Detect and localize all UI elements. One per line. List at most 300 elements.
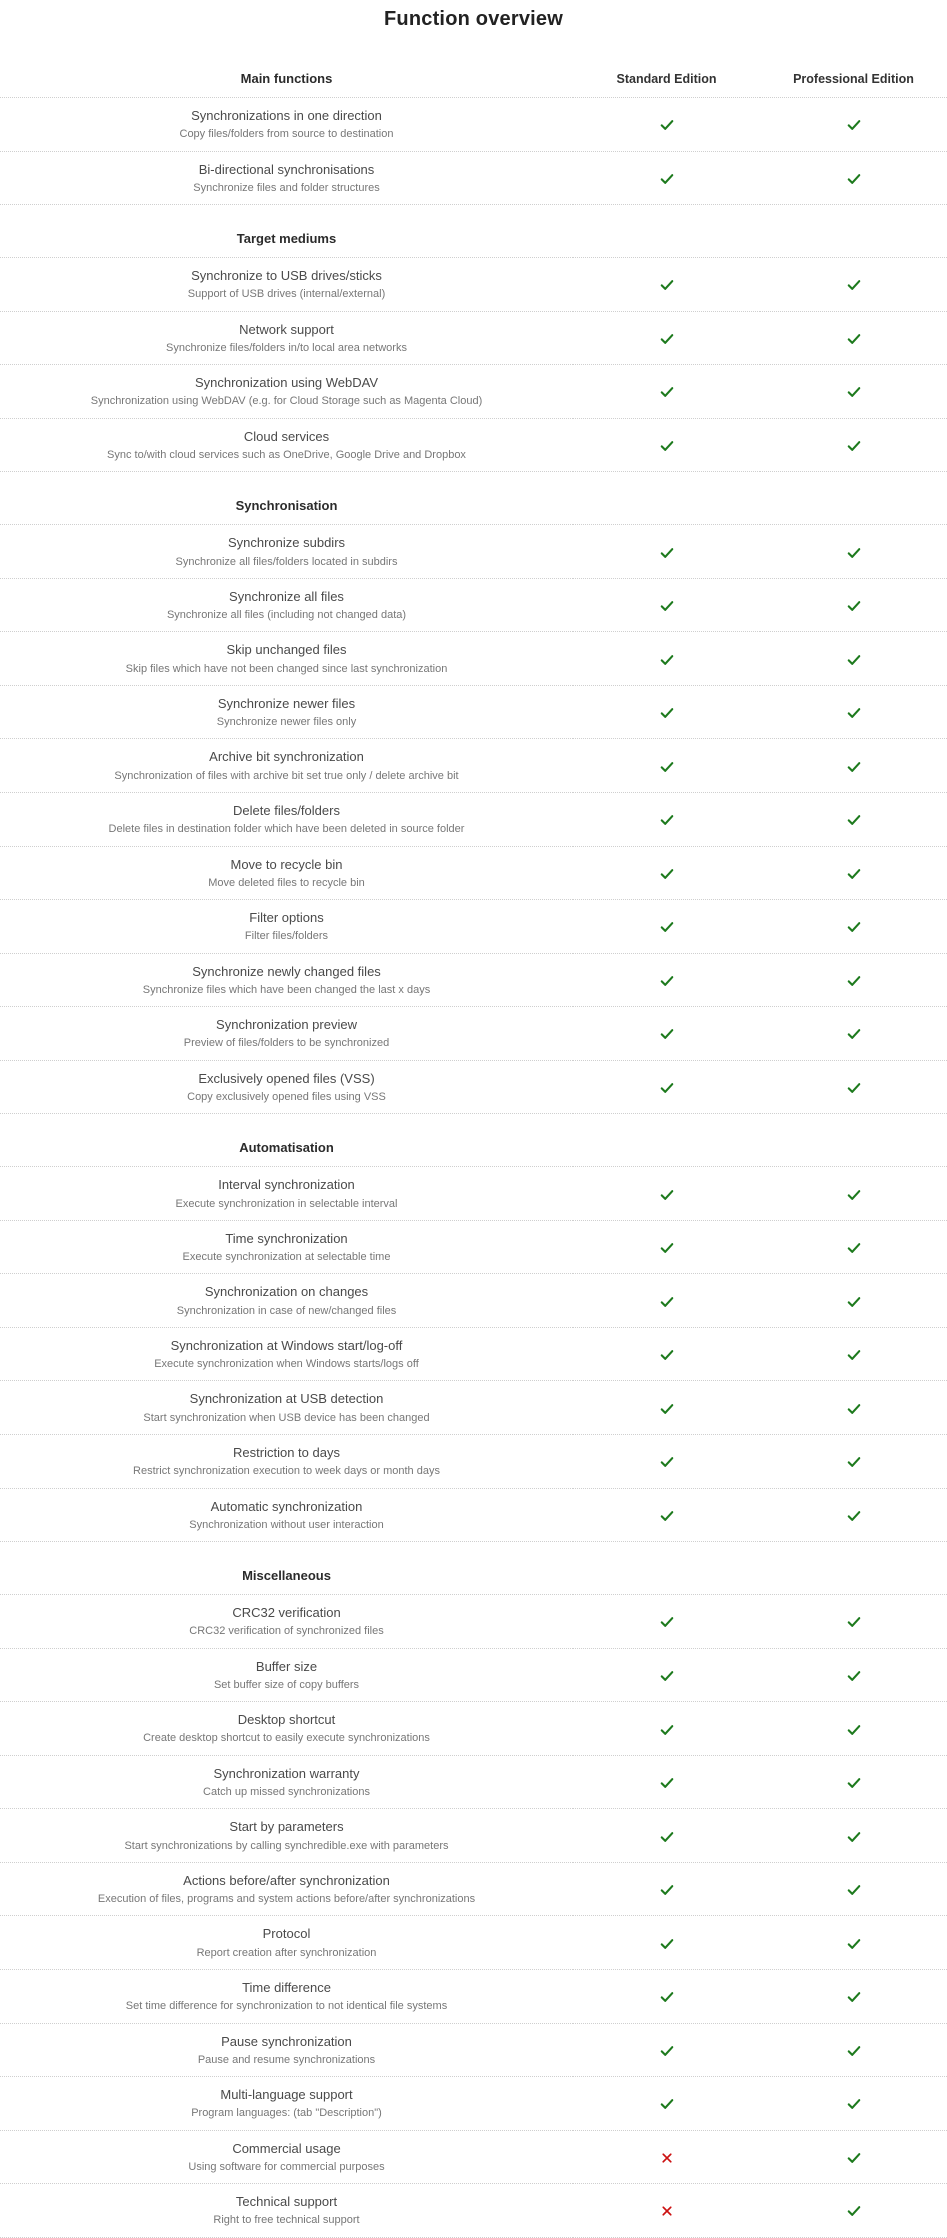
check-icon xyxy=(573,598,760,613)
feature-description: Execute synchronization in selectable interval xyxy=(175,1197,398,1210)
feature-title: Interval synchronization xyxy=(218,1177,355,1193)
check-icon xyxy=(760,1240,947,1255)
check-icon xyxy=(760,598,947,613)
feature-cell xyxy=(0,1595,573,1649)
professional-edition-cell xyxy=(760,1702,947,1756)
feature-title: Multi-language support xyxy=(220,2087,353,2103)
section-heading-row xyxy=(0,1542,947,1595)
professional-edition-cell xyxy=(760,2077,947,2131)
feature-description: Synchronize newer files only xyxy=(216,716,357,729)
feature-title: Cloud services xyxy=(243,428,330,444)
standard-edition-cell xyxy=(573,2130,760,2184)
table-row xyxy=(0,2023,947,2077)
feature-title: Synchronization using WebDAV xyxy=(194,375,379,391)
check-icon xyxy=(573,331,760,346)
check-icon xyxy=(573,117,760,132)
professional-edition-cell xyxy=(760,1809,947,1863)
feature-title: Synchronization warranty xyxy=(213,1765,360,1781)
professional-edition-cell xyxy=(760,1007,947,1061)
feature-cell xyxy=(0,1702,573,1756)
check-icon xyxy=(760,545,947,560)
feature-title: CRC32 verification xyxy=(232,1605,341,1621)
table-row xyxy=(0,1648,947,1702)
feature-cell xyxy=(0,2023,573,2077)
feature-cell xyxy=(0,953,573,1007)
standard-edition-cell xyxy=(573,1167,760,1221)
check-icon xyxy=(573,2096,760,2111)
check-icon xyxy=(760,812,947,827)
table-row xyxy=(0,525,947,579)
feature-cell xyxy=(0,525,573,579)
feature-description: Synchronization of files with archive bit set true only / delete archive bit xyxy=(114,769,459,782)
feature-cell xyxy=(0,311,573,365)
feature-title: Commercial usage xyxy=(232,2140,341,2156)
section-heading-cell xyxy=(0,472,573,525)
feature-title: Synchronize newer files xyxy=(217,695,356,711)
feature-description: Synchronize all files/folders located in subdirs xyxy=(175,555,398,568)
table-row xyxy=(0,953,947,1007)
standard-edition-cell xyxy=(573,578,760,632)
feature-description: Move deleted files to recycle bin xyxy=(208,876,365,889)
standard-edition-cell xyxy=(573,1916,760,1970)
empty-cell xyxy=(573,1114,760,1167)
check-icon xyxy=(573,866,760,881)
table-row xyxy=(0,311,947,365)
feature-cell xyxy=(0,1916,573,1970)
feature-cell xyxy=(0,2130,573,2184)
check-icon xyxy=(760,1347,947,1362)
standard-edition-cell xyxy=(573,151,760,205)
table-row xyxy=(0,685,947,739)
professional-edition-cell xyxy=(760,953,947,1007)
empty-cell xyxy=(760,205,947,258)
table-row xyxy=(0,1809,947,1863)
feature-description: Catch up missed synchronizations xyxy=(203,1786,370,1799)
feature-cell xyxy=(0,98,573,152)
table-row xyxy=(0,1381,947,1435)
check-icon xyxy=(573,1240,760,1255)
professional-edition-cell xyxy=(760,2130,947,2184)
professional-edition-cell xyxy=(760,900,947,954)
feature-title: Automatic synchronization xyxy=(210,1498,363,1514)
table-row xyxy=(0,1488,947,1542)
professional-edition-cell xyxy=(760,525,947,579)
table-row xyxy=(0,1060,947,1114)
check-icon xyxy=(760,438,947,453)
feature-cell xyxy=(0,1488,573,1542)
standard-edition-cell xyxy=(573,311,760,365)
professional-edition-cell xyxy=(760,846,947,900)
check-icon xyxy=(760,705,947,720)
standard-edition-cell xyxy=(573,1435,760,1489)
standard-edition-cell xyxy=(573,1862,760,1916)
feature-cell xyxy=(0,2184,573,2238)
check-icon xyxy=(573,919,760,934)
check-icon xyxy=(573,1614,760,1629)
check-icon xyxy=(760,919,947,934)
check-icon xyxy=(573,171,760,186)
feature-cell xyxy=(0,1220,573,1274)
feature-cell xyxy=(0,685,573,739)
feature-title: Move to recycle bin xyxy=(230,856,343,872)
feature-description: CRC32 verification of synchronized files xyxy=(189,1625,384,1638)
feature-description: Right to free technical support xyxy=(213,2214,360,2227)
standard-edition-cell xyxy=(573,1381,760,1435)
empty-cell xyxy=(573,472,760,525)
check-icon xyxy=(573,384,760,399)
standard-edition-cell xyxy=(573,98,760,152)
table-row xyxy=(0,1969,947,2023)
table-row xyxy=(0,1007,947,1061)
professional-edition-cell xyxy=(760,1435,947,1489)
feature-description: Synchronization without user interaction xyxy=(189,1518,384,1531)
standard-edition-cell xyxy=(573,1595,760,1649)
feature-title: Skip unchanged files xyxy=(226,642,347,658)
feature-title: Pause synchronization xyxy=(221,2033,352,2049)
table-row xyxy=(0,1916,947,1970)
feature-cell xyxy=(0,1060,573,1114)
professional-edition-cell xyxy=(760,365,947,419)
standard-edition-cell xyxy=(573,525,760,579)
professional-edition-cell xyxy=(760,1220,947,1274)
table-row xyxy=(0,1755,947,1809)
professional-edition-cell xyxy=(760,793,947,847)
feature-description: Restrict synchronization execution to week days or month days xyxy=(133,1465,440,1478)
table-row xyxy=(0,578,947,632)
feature-title: Delete files/folders xyxy=(233,803,340,819)
check-icon xyxy=(573,1508,760,1523)
check-icon xyxy=(760,1401,947,1416)
professional-edition-cell xyxy=(760,1060,947,1114)
table-row xyxy=(0,1435,947,1489)
feature-description: Set buffer size of copy buffers xyxy=(213,1678,360,1691)
check-icon xyxy=(573,1294,760,1309)
standard-edition-cell xyxy=(573,1327,760,1381)
professional-edition-cell xyxy=(760,151,947,205)
standard-edition-cell xyxy=(573,685,760,739)
feature-cell xyxy=(0,1381,573,1435)
empty-cell xyxy=(760,1542,947,1595)
standard-edition-cell xyxy=(573,793,760,847)
feature-description: Synchronize files/folders in/to local area networks xyxy=(166,341,407,354)
feature-description: Synchronization using WebDAV (e.g. for Cloud Storage such as Magenta Cloud) xyxy=(90,395,483,408)
check-icon xyxy=(573,652,760,667)
professional-edition-cell xyxy=(760,1488,947,1542)
standard-edition-cell xyxy=(573,1274,760,1328)
feature-title: Time difference xyxy=(242,1979,331,1995)
feature-description: Preview of files/folders to be synchronized xyxy=(183,1037,390,1050)
check-icon xyxy=(760,1454,947,1469)
feature-cell xyxy=(0,1327,573,1381)
check-icon xyxy=(760,1080,947,1095)
check-icon xyxy=(760,2096,947,2111)
feature-cell xyxy=(0,1274,573,1328)
professional-edition-cell xyxy=(760,685,947,739)
feature-title: Synchronize all files xyxy=(229,588,344,604)
check-icon xyxy=(573,812,760,827)
cross-icon xyxy=(573,2150,760,2165)
standard-edition-cell xyxy=(573,1648,760,1702)
table-row xyxy=(0,1167,947,1221)
check-icon xyxy=(573,1989,760,2004)
standard-edition-cell xyxy=(573,846,760,900)
section-heading-row xyxy=(0,45,947,98)
column-header-professional-label: Professional Edition xyxy=(793,71,914,86)
section-heading-row xyxy=(0,1114,947,1167)
table-row xyxy=(0,1862,947,1916)
check-icon xyxy=(760,331,947,346)
standard-edition-cell xyxy=(573,1809,760,1863)
standard-edition-cell xyxy=(573,1220,760,1274)
section-title: Synchronisation xyxy=(235,498,338,514)
cross-icon xyxy=(573,2203,760,2218)
check-icon xyxy=(573,705,760,720)
feature-description: Report creation after synchronization xyxy=(196,1946,377,1959)
table-row xyxy=(0,739,947,793)
table-row xyxy=(0,632,947,686)
feature-title: Synchronize to USB drives/sticks xyxy=(191,268,382,284)
check-icon xyxy=(573,1936,760,1951)
professional-edition-cell xyxy=(760,1381,947,1435)
feature-cell xyxy=(0,2077,573,2131)
feature-cell xyxy=(0,1648,573,1702)
standard-edition-cell xyxy=(573,953,760,1007)
professional-edition-cell xyxy=(760,1969,947,2023)
check-icon xyxy=(760,2150,947,2165)
standard-edition-cell xyxy=(573,1060,760,1114)
feature-description: Execute synchronization at selectable time xyxy=(182,1251,391,1264)
check-icon xyxy=(760,2203,947,2218)
professional-edition-cell xyxy=(760,1327,947,1381)
feature-title: Synchronization at Windows start/log-off xyxy=(170,1337,403,1353)
feature-title: Filter options xyxy=(249,910,324,926)
feature-title: Synchronization on changes xyxy=(204,1284,369,1300)
check-icon xyxy=(760,866,947,881)
feature-cell xyxy=(0,739,573,793)
section-title: Miscellaneous xyxy=(242,1568,331,1584)
empty-cell xyxy=(760,472,947,525)
empty-cell xyxy=(760,1114,947,1167)
section-heading-cell xyxy=(0,1542,573,1595)
empty-cell xyxy=(573,1542,760,1595)
feature-cell xyxy=(0,1167,573,1221)
feature-title: Synchronizations in one direction xyxy=(191,108,382,123)
check-icon xyxy=(760,1829,947,1844)
standard-edition-cell xyxy=(573,1488,760,1542)
standard-edition-cell xyxy=(573,900,760,954)
professional-edition-cell xyxy=(760,98,947,152)
check-icon xyxy=(760,1614,947,1629)
check-icon xyxy=(573,1668,760,1683)
feature-title: Time synchronization xyxy=(225,1230,348,1246)
section-heading-cell xyxy=(0,45,573,98)
section-heading-cell xyxy=(0,205,573,258)
check-icon xyxy=(573,1401,760,1416)
table-row xyxy=(0,1327,947,1381)
feature-title: Synchronize newly changed files xyxy=(192,963,381,979)
professional-edition-cell xyxy=(760,632,947,686)
check-icon xyxy=(573,545,760,560)
table-row xyxy=(0,1220,947,1274)
table-row xyxy=(0,1595,947,1649)
table-row xyxy=(0,793,947,847)
feature-description: Create desktop shortcut to easily execute synchronizations xyxy=(143,1732,430,1745)
feature-cell xyxy=(0,632,573,686)
feature-cell xyxy=(0,1862,573,1916)
check-icon xyxy=(573,1829,760,1844)
feature-cell xyxy=(0,1007,573,1061)
check-icon xyxy=(760,1294,947,1309)
check-icon xyxy=(573,1721,760,1736)
feature-description: Execution of files, programs and system actions before/after synchronizations xyxy=(97,1893,476,1906)
feature-description: Sync to/with cloud services such as OneDrive, Google Drive and Dropbox xyxy=(107,448,466,461)
standard-edition-cell xyxy=(573,2077,760,2131)
table-row xyxy=(0,2077,947,2131)
feature-description: Using software for commercial purposes xyxy=(188,2160,385,2173)
professional-edition-cell xyxy=(760,578,947,632)
check-icon xyxy=(573,1347,760,1362)
professional-edition-cell xyxy=(760,739,947,793)
feature-description: Synchronize all files (including not changed data) xyxy=(166,609,407,622)
standard-edition-cell xyxy=(573,365,760,419)
check-icon xyxy=(760,1989,947,2004)
feature-title: Network support xyxy=(239,321,334,337)
feature-title: Restriction to days xyxy=(233,1445,340,1461)
feature-description: Support of USB drives (internal/external) xyxy=(187,288,386,301)
table-row xyxy=(0,258,947,312)
feature-title: Protocol xyxy=(262,1926,311,1942)
feature-cell xyxy=(0,365,573,419)
feature-description: Skip files which have not been changed since last synchronization xyxy=(125,662,448,675)
check-icon xyxy=(573,973,760,988)
feature-title: Synchronize subdirs xyxy=(227,535,346,551)
feature-title: Buffer size xyxy=(255,1658,318,1674)
feature-cell xyxy=(0,151,573,205)
check-icon xyxy=(760,1721,947,1736)
check-icon xyxy=(760,2043,947,2058)
feature-title: Synchronization preview xyxy=(216,1017,357,1033)
check-icon xyxy=(573,1187,760,1202)
table-row xyxy=(0,151,947,205)
standard-edition-cell xyxy=(573,1755,760,1809)
professional-edition-cell xyxy=(760,258,947,312)
check-icon xyxy=(760,1668,947,1683)
feature-description: Start synchronization when USB device has been changed xyxy=(143,1411,430,1424)
check-icon xyxy=(573,277,760,292)
function-overview-table xyxy=(0,45,947,2238)
professional-edition-cell xyxy=(760,2023,947,2077)
section-title: Target mediums xyxy=(236,231,337,247)
check-icon xyxy=(760,171,947,186)
feature-title: Actions before/after synchronization xyxy=(183,1872,390,1888)
professional-edition-cell xyxy=(760,1916,947,1970)
feature-description: Delete files in destination folder which have been deleted in source folder xyxy=(108,823,465,836)
section-title: Main functions xyxy=(240,71,333,86)
check-icon xyxy=(760,1187,947,1202)
check-icon xyxy=(760,973,947,988)
professional-edition-cell xyxy=(760,1595,947,1649)
table-row xyxy=(0,846,947,900)
feature-cell xyxy=(0,793,573,847)
table-row xyxy=(0,2184,947,2238)
feature-title: Bi-directional synchronisations xyxy=(198,161,375,177)
section-title: Automatisation xyxy=(239,1140,334,1156)
table-row xyxy=(0,98,947,152)
table-row xyxy=(0,2130,947,2184)
section-heading-row xyxy=(0,205,947,258)
check-icon xyxy=(760,277,947,292)
professional-edition-cell xyxy=(760,311,947,365)
page-title: Function overview xyxy=(384,8,563,30)
check-icon xyxy=(760,384,947,399)
feature-description: Synchronization in case of new/changed files xyxy=(176,1304,397,1317)
feature-cell xyxy=(0,1809,573,1863)
feature-description: Set time difference for synchronization to not identical file systems xyxy=(125,2000,448,2013)
feature-description: Synchronize files which have been changed the last x days xyxy=(142,983,431,996)
professional-edition-cell xyxy=(760,1862,947,1916)
check-icon xyxy=(573,1454,760,1469)
feature-title: Start by parameters xyxy=(229,1819,344,1835)
standard-edition-cell xyxy=(573,2184,760,2238)
check-icon xyxy=(573,1080,760,1095)
professional-edition-cell xyxy=(760,2184,947,2238)
professional-edition-cell xyxy=(760,1167,947,1221)
feature-title: Technical support xyxy=(235,2194,338,2210)
professional-edition-cell xyxy=(760,418,947,472)
feature-description: Execute synchronization when Windows starts/logs off xyxy=(154,1358,419,1371)
feature-title: Synchronization at USB detection xyxy=(189,1391,384,1407)
check-icon xyxy=(573,438,760,453)
standard-edition-cell xyxy=(573,258,760,312)
standard-edition-cell xyxy=(573,1969,760,2023)
check-icon xyxy=(573,1882,760,1897)
feature-cell xyxy=(0,578,573,632)
table-row xyxy=(0,418,947,472)
check-icon xyxy=(573,759,760,774)
check-icon xyxy=(760,117,947,132)
professional-edition-cell xyxy=(760,1755,947,1809)
feature-title: Exclusively opened files (VSS) xyxy=(198,1070,375,1086)
standard-edition-cell xyxy=(573,418,760,472)
professional-edition-cell xyxy=(760,1274,947,1328)
check-icon xyxy=(760,1508,947,1523)
feature-title: Archive bit synchronization xyxy=(209,749,364,765)
standard-edition-cell xyxy=(573,2023,760,2077)
feature-cell xyxy=(0,1969,573,2023)
column-header-professional xyxy=(760,45,947,98)
check-icon xyxy=(760,1775,947,1790)
feature-title: Desktop shortcut xyxy=(237,1712,336,1728)
standard-edition-cell xyxy=(573,1702,760,1756)
feature-cell xyxy=(0,258,573,312)
feature-cell xyxy=(0,1755,573,1809)
feature-description: Program languages: (tab "Description") xyxy=(191,2107,382,2120)
feature-cell xyxy=(0,900,573,954)
feature-cell xyxy=(0,846,573,900)
check-icon xyxy=(760,1936,947,1951)
check-icon xyxy=(760,1026,947,1041)
standard-edition-cell xyxy=(573,739,760,793)
feature-description: Start synchronizations by calling synchredible.exe with parameters xyxy=(124,1839,449,1852)
professional-edition-cell xyxy=(760,1648,947,1702)
feature-description: Synchronize files and folder structures xyxy=(193,181,380,194)
check-icon xyxy=(760,1882,947,1897)
table-row xyxy=(0,1702,947,1756)
empty-cell xyxy=(573,205,760,258)
feature-description: Copy exclusively opened files using VSS xyxy=(187,1091,386,1103)
column-header-standard xyxy=(573,45,760,98)
standard-edition-cell xyxy=(573,1007,760,1061)
